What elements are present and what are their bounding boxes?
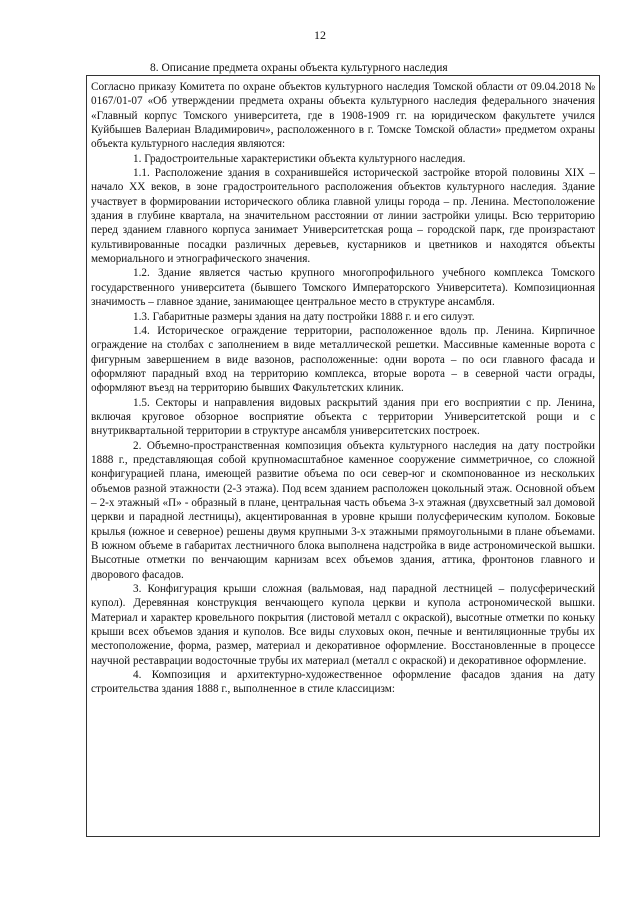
paragraph-4: 4. Композиция и архитектурно-художественное оформление фасадов здания на дату строительства здания 1888 г., выполненное в стиле классицизм: — [91, 669, 595, 696]
paragraph-1: 1. Градостроительные характеристики объекта культурного наследия. — [133, 152, 466, 165]
paragraph-1-5: 1.5. Секторы и направления видовых раскрытий здания при его восприятии с пр. Ленина, включая круговое обзорное восприятие объекта с территории Университетской рощи и с внутриквартальной территории в структуре ансамбля университетских построек. — [91, 396, 595, 438]
paragraph-1-3: 1.3. Габаритные размеры здания на дату постройки 1888 г. и его силуэт. — [133, 310, 475, 323]
paragraph-3: 3. Конфигурация крыши сложная (вальмовая, над парадной лестницей – полусферический купол). Деревянная конструкция венчающего купола церкви и купола астрономической вышки. Материал и характер кровельного покрытия (листовой металл с окраской), высотные отметки по коньку крыши всех объемов здания и куполов. Все виды слуховых окон, печные и вентиляционные трубы их местоположение, форма, размер, материал и декоративное оформление. Восстановленные в процессе научной реставрации водосточные трубы их материал (металл с окраской) и декоративное оформление. — [91, 583, 595, 667]
page-number: 12 — [314, 28, 326, 42]
section-heading: 8. Описание предмета охраны объекта культурного наследия — [150, 62, 448, 74]
paragraph-1-1: 1.1. Расположение здания в сохранившейся исторической застройке второй половины XIX – начало XX веков, в зоне градостроительного расположения объектов культурного наследия. Здание участвует в формировании исторического облика главной улицы города – пр. Ленина. Местоположение здания в глубине квартала, на значительном расстоянии от линии застройки улицы. Всю территорию перед зданием главного корпуса занимает Университетская роща – городской парк, где произрастают культивированные посадки различных деревьев, кустарников и цветников и находятся объекты мемориального и этнографического значения. — [91, 167, 595, 266]
paragraph-2: 2. Объемно-пространственная композиция объекта культурного наследия на дату постройки 1888 г., представляющая собой крупномасштабное каменное сооружение симметричное, со сложной конфигурацией плана, имеющей развитие объема по оси север-юг и скомпонованное из нескольких объемов разной этажности (2-3 этажа). Под всем зданием расположен цокольный этаж. Основной объем – 2-х этажный «П» - образный в плане, центральная часть объема 3-х этажная (двухсветный зал домовой церкви и парадной лестницы), акцентированная в уровне крыши полусферическим куполом. Боковые крылья (южное и северное) решены двумя крупными 3-х этажными прямоугольными в плане объемами. В южном объеме в габаритах лестничного блока выполнена надстройка в виде астрономической вышки. Высотные отметки по венчающим карнизам всех объемов здания, аттика, фронтонов главного и дворового фасадов. — [91, 439, 595, 581]
paragraph-1-2: 1.2. Здание является частью крупного многопрофильного учебного комплекса Томского государственного университета (бывшего Томского Императорского Университета). Композиционная значимость – главное здание, занимающее центральное место в структуре ансамбля. — [91, 267, 595, 309]
protection-subject-frame — [86, 75, 600, 837]
intro-paragraph: Согласно приказу Комитета по охране объектов культурного наследия Томской области от 09.04.2018 № 0167/01-07 «Об утверждении предмета охраны объекта культурного наследия федерального значения «Главный корпус Томского университета, где в 1908-1909 гг. на юридическом факультете учился Куйбышев Валериан Владимирович», расположенного в г. Томске Томской области» предметом охраны объекта культурного наследия являются: — [91, 81, 595, 151]
paragraph-1-4: 1.4. Историческое ограждение территории, расположенное вдоль пр. Ленина. Кирпичное ограждение на столбах с заполнением в виде металлической решетки. Массивные каменные ворота с фигурным завершением в виде вазонов, расположенные: одни ворота – по оси главного фасада и оформляют парадный вход на территорию комплекса, вторые ворота – в северной части ограды, оформляют въезд на территорию бывших Факультетских клиник. — [91, 324, 595, 395]
